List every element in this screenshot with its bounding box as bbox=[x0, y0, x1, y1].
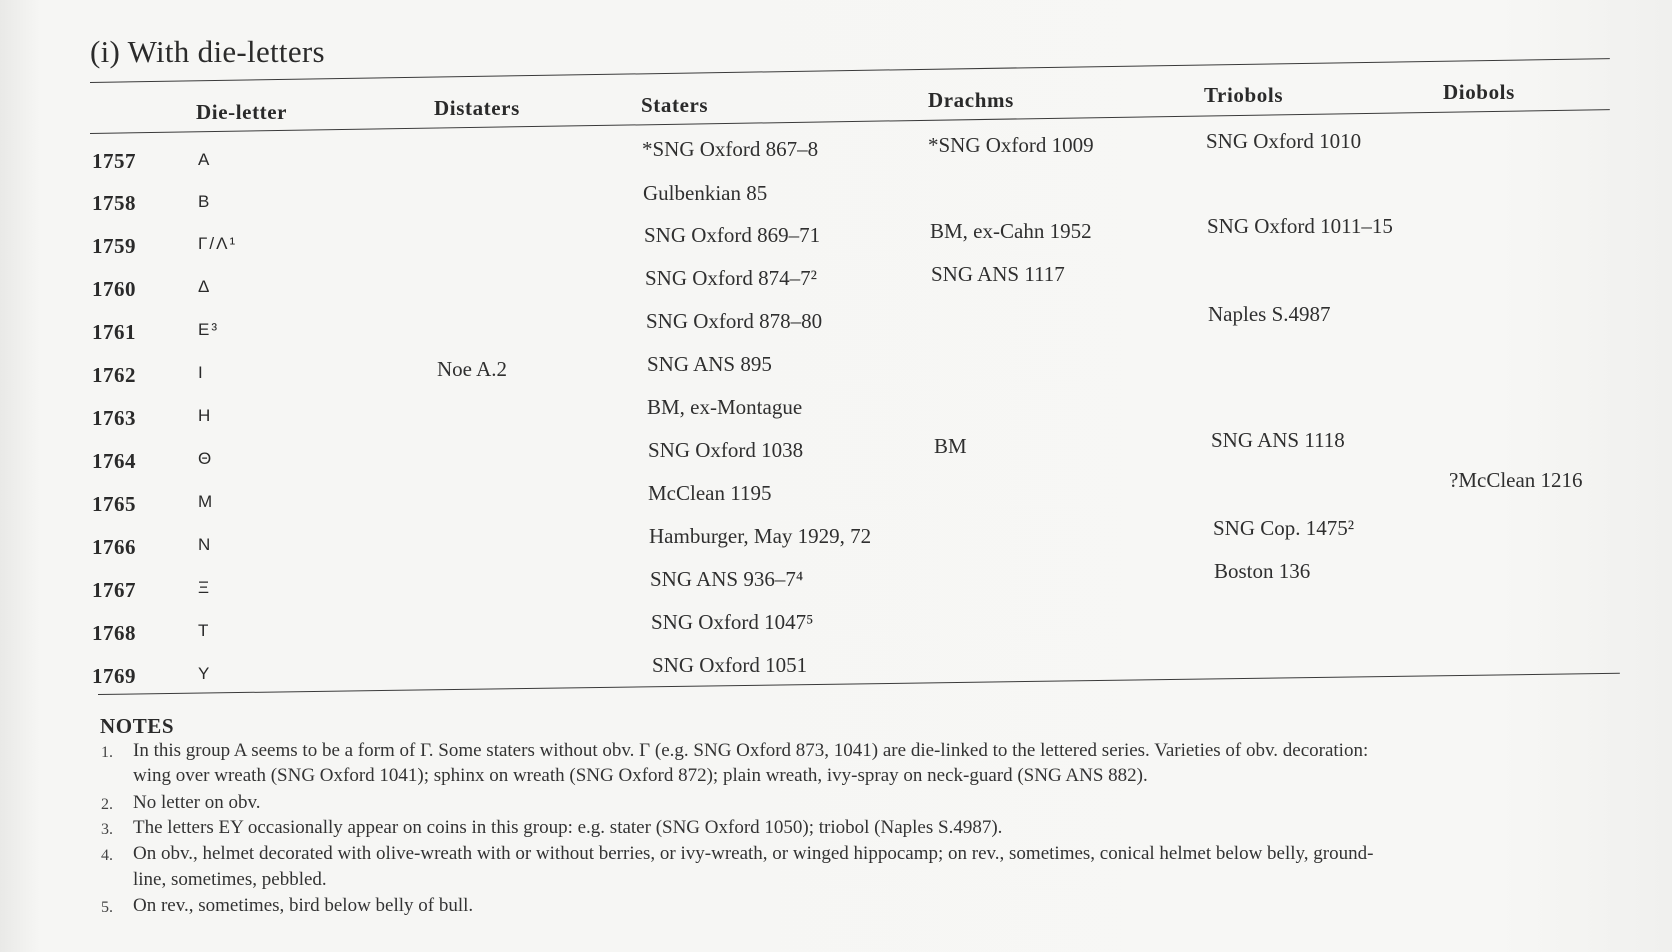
note-3 bbox=[101, 817, 1003, 839]
stater-cell: McClean 1195 bbox=[648, 481, 772, 505]
row-letter: M bbox=[198, 492, 215, 511]
bottom-rule bbox=[98, 673, 1620, 695]
stater-cell: SNG Oxford 878–80 bbox=[646, 309, 823, 333]
drachm-cell: *SNG Oxford 1009 bbox=[928, 133, 1094, 157]
row-letter: A bbox=[198, 150, 212, 169]
note-text: The letters EY occasionally appear on coins in this group: e.g. stater (SNG Oxford 1050); triobol (Naples S.4987). bbox=[133, 817, 1003, 838]
row-letter: N bbox=[198, 535, 213, 554]
stater-cell: SNG Oxford 1051 bbox=[652, 653, 808, 677]
row-year: 1766 bbox=[92, 535, 136, 559]
stater-cell: BM, ex-Montague bbox=[647, 395, 803, 419]
row-year: 1765 bbox=[92, 492, 136, 516]
note-4 bbox=[101, 843, 1374, 865]
stater-cell: *SNG Oxford 867–8 bbox=[642, 137, 819, 161]
row-year: 1762 bbox=[92, 363, 136, 387]
triobol-cell: SNG Oxford 1011–15 bbox=[1207, 214, 1393, 238]
triobol-cell: SNG Cop. 1475² bbox=[1213, 516, 1355, 540]
triobol-cell: Boston 136 bbox=[1214, 559, 1311, 583]
triobol-cell: SNG ANS 1118 bbox=[1211, 428, 1345, 452]
row-year: 1763 bbox=[92, 406, 136, 430]
row-letter: H bbox=[198, 406, 213, 425]
row-year: 1769 bbox=[92, 664, 136, 688]
note-number: 2. bbox=[101, 796, 113, 813]
row-year: 1761 bbox=[92, 320, 136, 344]
row-letter: Θ bbox=[198, 449, 214, 468]
note-number: 1. bbox=[101, 744, 113, 761]
note-5 bbox=[101, 895, 474, 917]
triobol-cell: SNG Oxford 1010 bbox=[1206, 129, 1362, 153]
note-text: On obv., helmet decorated with olive-wreath with or without berries, or ivy-wreath, or winged hippocamp; on rev., sometimes, conical helmet below belly, ground- bbox=[133, 843, 1374, 864]
row-letter: Γ/Λ¹ bbox=[198, 234, 238, 253]
stater-cell: SNG Oxford 1038 bbox=[648, 438, 804, 462]
stater-cell: SNG ANS 895 bbox=[647, 352, 772, 376]
note-number: 5. bbox=[101, 899, 113, 916]
row-letter: I bbox=[198, 363, 205, 382]
col-header-die-letter: Die-letter bbox=[196, 100, 288, 124]
col-header-triobols: Triobols bbox=[1204, 83, 1284, 107]
drachm-cell: BM bbox=[934, 434, 967, 458]
row-letter: Ξ bbox=[198, 578, 212, 597]
row-letter: Δ bbox=[198, 277, 212, 296]
drachm-cell: BM, ex-Cahn 1952 bbox=[930, 219, 1092, 243]
row-year: 1760 bbox=[92, 277, 136, 301]
note-text: In this group A seems to be a form of Γ. Some staters without obv. Γ (e.g. SNG Oxford 873, 1041) are die-linked to the lettered series. Varieties of obv. decoration: bbox=[133, 740, 1369, 761]
section-heading: (i) With die-letters bbox=[90, 34, 325, 69]
diobol-cell: ?McClean 1216 bbox=[1449, 468, 1583, 492]
row-letter: B bbox=[198, 192, 212, 211]
row-year: 1767 bbox=[92, 578, 136, 602]
col-header-diobols: Diobols bbox=[1443, 80, 1515, 104]
row-year: 1758 bbox=[92, 191, 136, 215]
note-text: No letter on obv. bbox=[133, 792, 261, 813]
row-letter: E³ bbox=[198, 320, 219, 339]
stater-cell: Hamburger, May 1929, 72 bbox=[649, 524, 872, 548]
note-text: On rev., sometimes, bird below belly of bull. bbox=[133, 895, 474, 916]
header-rule bbox=[90, 109, 1610, 134]
distater-cell: Noe A.2 bbox=[437, 357, 507, 381]
notes-title: NOTES bbox=[100, 714, 175, 738]
row-letter: Y bbox=[198, 664, 212, 683]
col-header-staters: Staters bbox=[641, 93, 709, 117]
stater-cell: SNG Oxford 869–71 bbox=[644, 223, 821, 247]
stater-cell: SNG Oxford 874–7² bbox=[645, 266, 817, 290]
note-1-continuation: wing over wreath (SNG Oxford 1041); sphinx on wreath (SNG Oxford 872); plain wreath, ivy-spray on neck-guard (SNG ANS 882). bbox=[133, 765, 1148, 786]
stater-cell: SNG Oxford 1047⁵ bbox=[651, 610, 814, 634]
note-number: 4. bbox=[101, 847, 113, 864]
note-2 bbox=[101, 792, 261, 814]
row-year: 1759 bbox=[92, 234, 136, 258]
row-letter: T bbox=[198, 621, 211, 640]
triobol-cell: Naples S.4987 bbox=[1208, 302, 1331, 326]
row-year: 1764 bbox=[92, 449, 136, 473]
stater-cell: Gulbenkian 85 bbox=[643, 181, 768, 205]
note-number: 3. bbox=[101, 821, 113, 838]
row-year: 1768 bbox=[92, 621, 136, 645]
stater-cell: SNG ANS 936–7⁴ bbox=[650, 567, 804, 591]
col-header-drachms: Drachms bbox=[928, 88, 1014, 112]
col-header-distaters: Distaters bbox=[434, 96, 520, 120]
note-1 bbox=[101, 740, 1369, 762]
row-year: 1757 bbox=[92, 149, 136, 173]
note-4-continuation: line, sometimes, pebbled. bbox=[133, 869, 327, 890]
drachm-cell: SNG ANS 1117 bbox=[931, 262, 1065, 286]
